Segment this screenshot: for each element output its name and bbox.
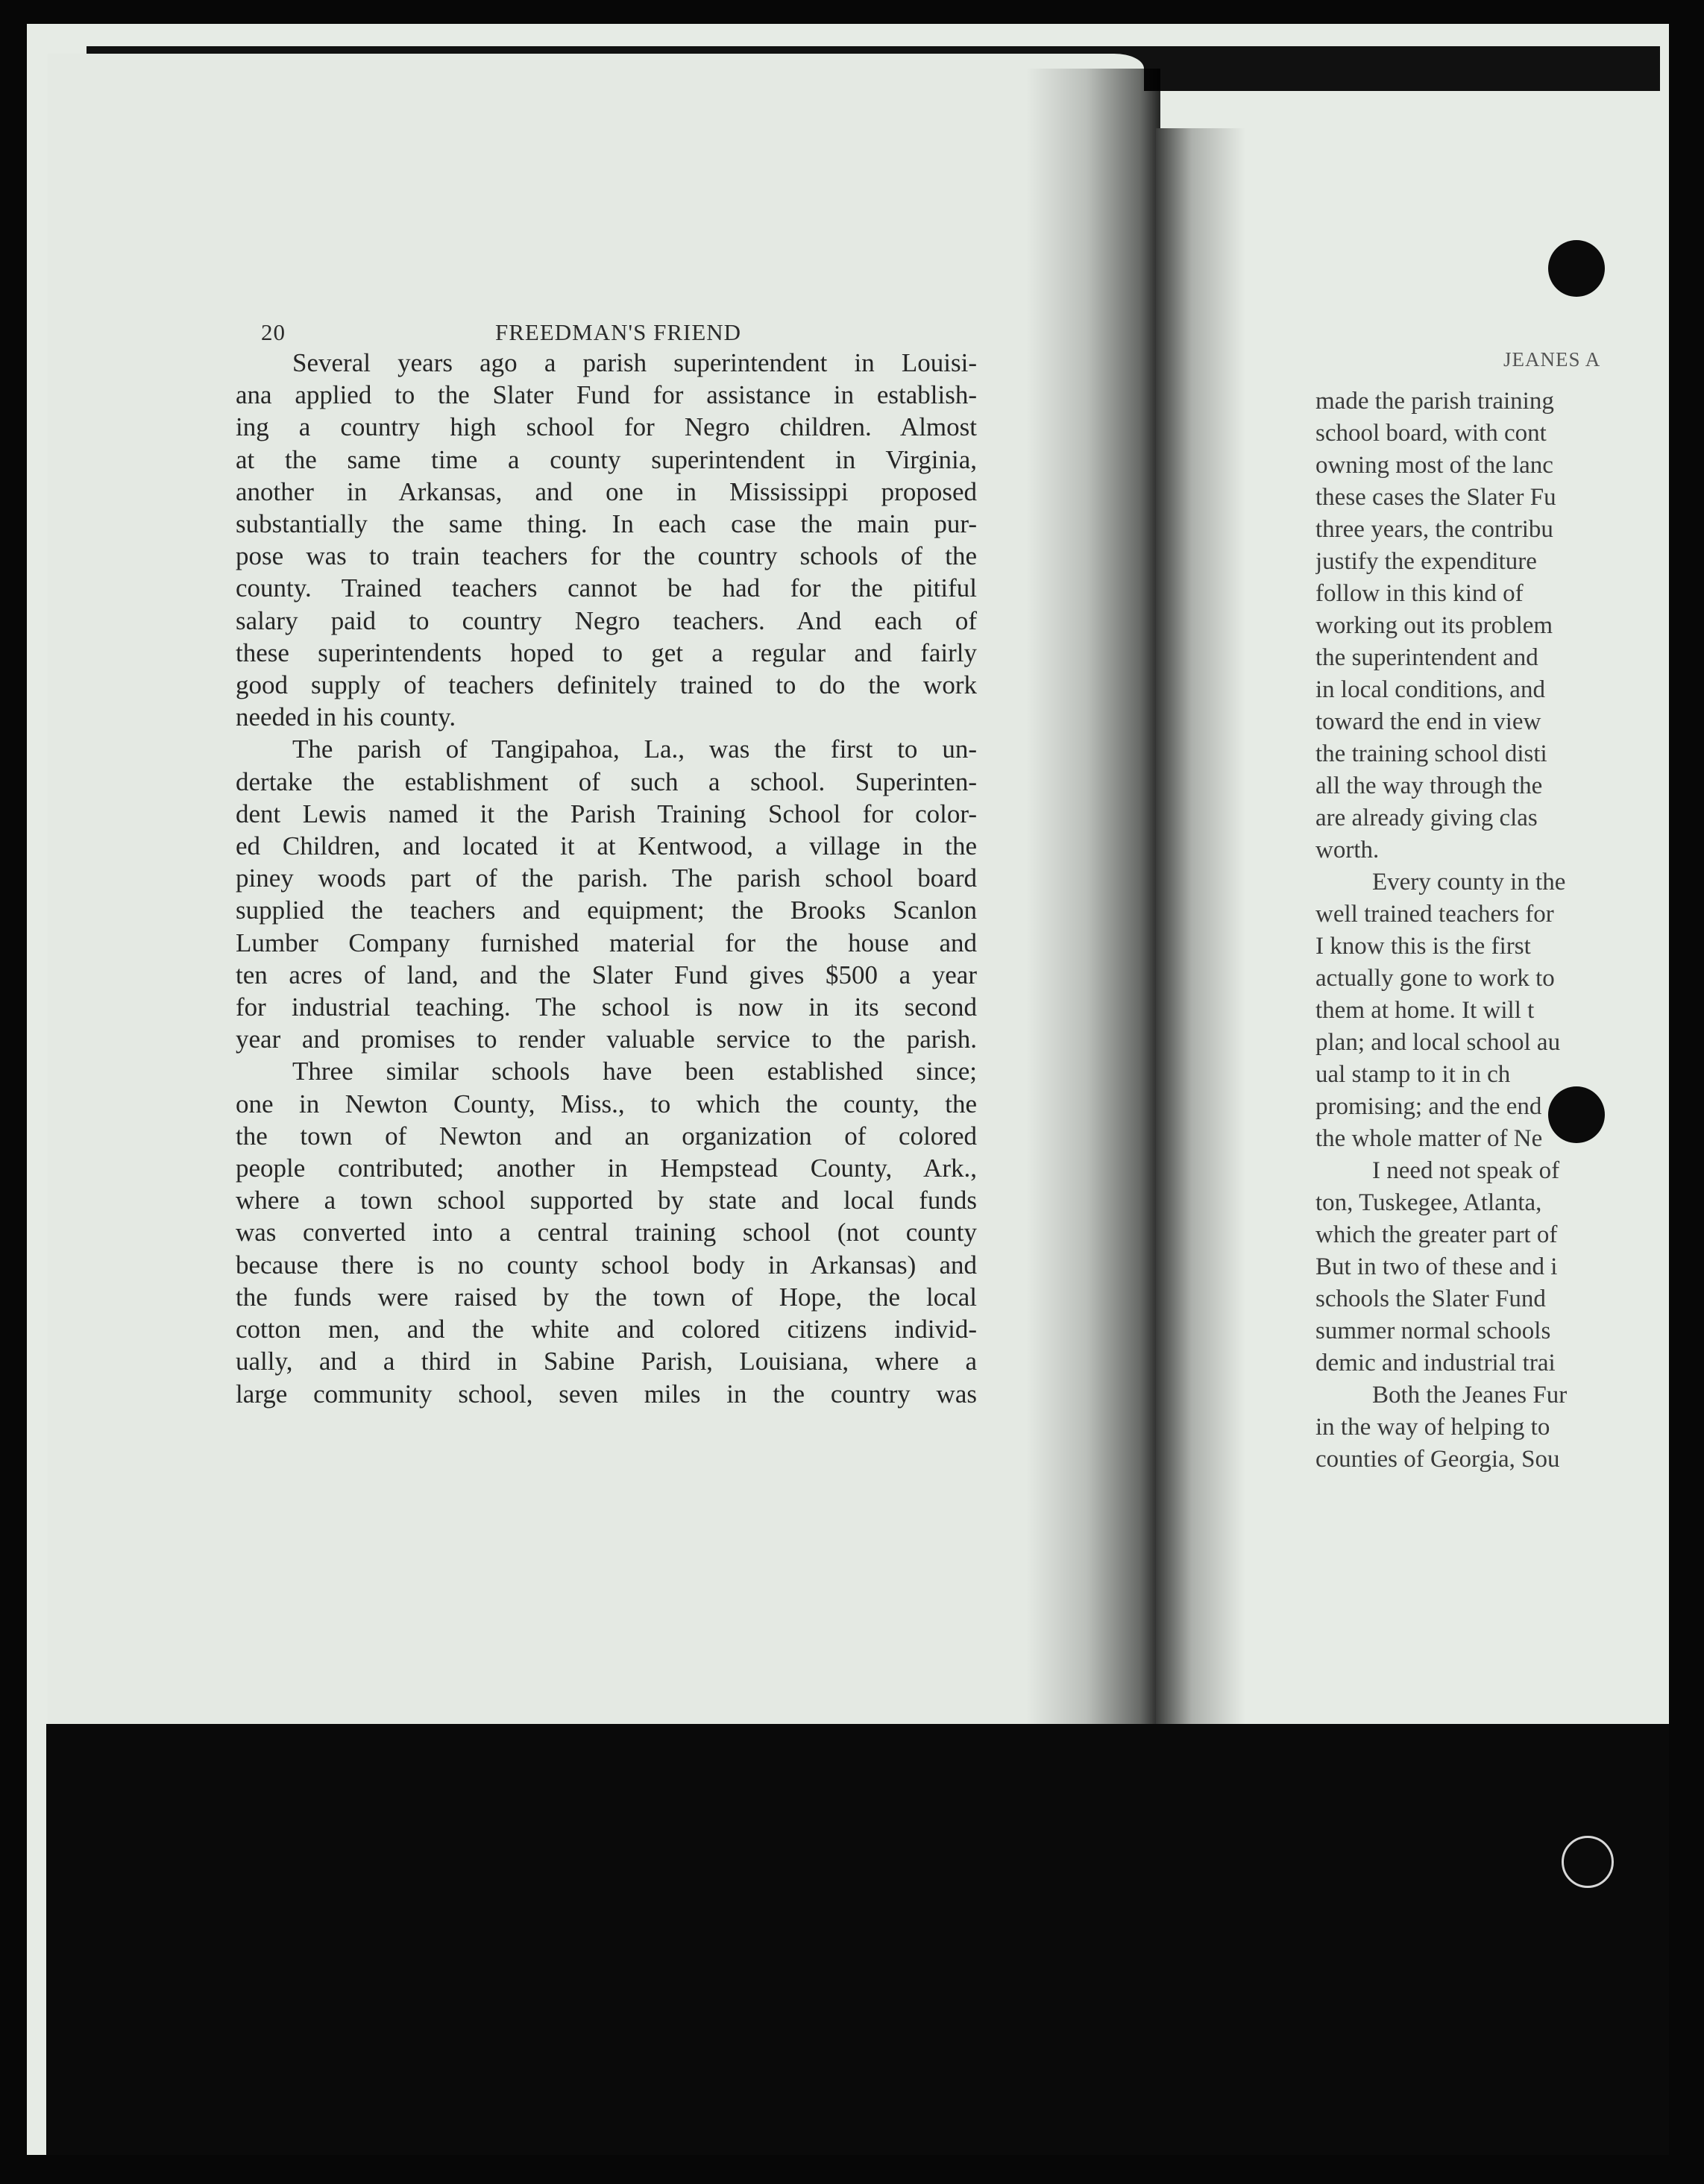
- text-line: Lumber Company furnished material for the house and: [236, 928, 977, 957]
- text-line: ten acres of land, and the Slater Fund gives $500 a year: [236, 960, 977, 989]
- text-line: plan; and local school au: [1315, 1029, 1561, 1056]
- text-line: worth.: [1315, 837, 1380, 863]
- text-line: the training school disti: [1315, 740, 1547, 767]
- left-gutter-shadow: [1026, 69, 1160, 1724]
- text-line: ana applied to the Slater Fund for assistance in establish-: [236, 380, 977, 410]
- text-line: actually gone to work to: [1315, 965, 1555, 992]
- right-gutter-shadow: [1156, 128, 1245, 1724]
- bottom-shadow-band: [46, 1724, 1669, 2155]
- text-line: I know this is the first: [1315, 933, 1531, 960]
- text-line: dent Lewis named it the Parish Training School for color-: [236, 799, 977, 828]
- text-line: where a town school supported by state and local funds: [236, 1186, 977, 1215]
- text-line: them at home. It will t: [1315, 997, 1535, 1024]
- text-line: follow in this kind of: [1315, 580, 1524, 607]
- running-head-right: JEANES A: [1503, 348, 1601, 371]
- text-line: ton, Tuskegee, Atlanta,: [1315, 1189, 1542, 1216]
- running-head-left: FREEDMAN'S FRIEND: [495, 319, 742, 345]
- text-line: ual stamp to it in ch: [1315, 1061, 1511, 1088]
- text-line: year and promises to render valuable service to the parish.: [236, 1025, 977, 1054]
- text-line: summer normal schools: [1315, 1318, 1551, 1344]
- text-line: county. Trained teachers cannot be had for the pitiful: [236, 573, 977, 603]
- text-line: school board, with cont: [1315, 420, 1547, 447]
- text-line: all the way through the: [1315, 772, 1543, 799]
- text-line: which the greater part of: [1315, 1221, 1558, 1248]
- text-line: working out its problem: [1315, 612, 1553, 639]
- text-line: Both the Jeanes Fur: [1372, 1382, 1568, 1409]
- text-line: good supply of teachers definitely trained to do the work: [236, 670, 977, 700]
- text-line: toward the end in view: [1315, 708, 1541, 735]
- text-line: the superintendent and: [1315, 644, 1538, 671]
- text-line: the town of Newton and an organization of colored: [236, 1121, 977, 1151]
- text-line: ually, and a third in Sabine Parish, Louisiana, where a: [236, 1347, 977, 1376]
- text-line: the whole matter of Ne: [1315, 1125, 1543, 1152]
- text-line: well trained teachers for: [1315, 901, 1554, 928]
- page-number: 20: [261, 319, 286, 345]
- text-line: at the same time a county superintendent in Virginia,: [236, 444, 977, 474]
- text-line: justify the expenditure: [1315, 548, 1537, 575]
- text-line: the funds were raised by the town of Hope, the local: [236, 1282, 977, 1312]
- punch-hole-top: [1548, 240, 1605, 297]
- text-line: for industrial teaching. The school is now in its second: [236, 992, 977, 1022]
- right-page-text: [1315, 385, 1642, 1476]
- text-line: in local conditions, and: [1315, 676, 1545, 703]
- text-line: was converted into a central training school (not county: [236, 1218, 977, 1247]
- text-line: because there is no county school body in Arkansas) and: [236, 1250, 977, 1280]
- text-line: these cases the Slater Fu: [1315, 484, 1556, 511]
- text-line: substantially the same thing. In each case the main pur-: [236, 509, 977, 539]
- left-page-text: [236, 347, 977, 1410]
- text-line: are already giving clas: [1315, 805, 1538, 831]
- text-line: these superintendents hoped to get a regular and fairly: [236, 638, 977, 667]
- text-line: Several years ago a parish superintendent in Louisi-: [292, 348, 977, 377]
- punch-hole-bottom: [1562, 1836, 1614, 1888]
- text-line: Three similar schools have been established since;: [292, 1057, 977, 1086]
- text-line: one in Newton County, Miss., to which the county, the: [236, 1089, 977, 1118]
- text-line: piney woods part of the parish. The parish school board: [236, 863, 977, 893]
- text-line: demic and industrial trai: [1315, 1350, 1556, 1376]
- text-line: pose was to train teachers for the country schools of the: [236, 541, 977, 571]
- text-line: people contributed; another in Hempstead County, Ark.,: [236, 1154, 977, 1183]
- text-line: dertake the establishment of such a school. Superinten-: [236, 767, 977, 796]
- text-line: ed Children, and located it at Kentwood, a village in the: [236, 831, 977, 861]
- text-line: another in Arkansas, and one in Mississippi proposed: [236, 476, 977, 506]
- text-line: Every county in the: [1372, 869, 1566, 896]
- text-line: made the parish training: [1315, 388, 1554, 415]
- text-line: The parish of Tangipahoa, La., was the first to un-: [292, 734, 977, 764]
- text-line: cotton men, and the white and colored citizens individ-: [236, 1315, 977, 1344]
- text-line: counties of Georgia, Sou: [1315, 1446, 1560, 1473]
- text-line: supplied the teachers and equipment; the Brooks Scanlon: [236, 896, 977, 925]
- text-line: needed in his county.: [236, 702, 456, 732]
- text-line: promising; and the end: [1315, 1093, 1542, 1120]
- text-line: ing a country high school for Negro children. Almost: [236, 412, 977, 442]
- text-line: three years, the contribu: [1315, 516, 1553, 543]
- text-line: I need not speak of: [1372, 1157, 1560, 1184]
- text-line: owning most of the lanc: [1315, 452, 1553, 479]
- text-line: schools the Slater Fund: [1315, 1285, 1546, 1312]
- text-line: But in two of these and i: [1315, 1253, 1558, 1280]
- text-line: in the way of helping to: [1315, 1414, 1550, 1441]
- text-line: large community school, seven miles in the country was: [236, 1379, 977, 1409]
- text-line: salary paid to country Negro teachers. And each of: [236, 605, 977, 635]
